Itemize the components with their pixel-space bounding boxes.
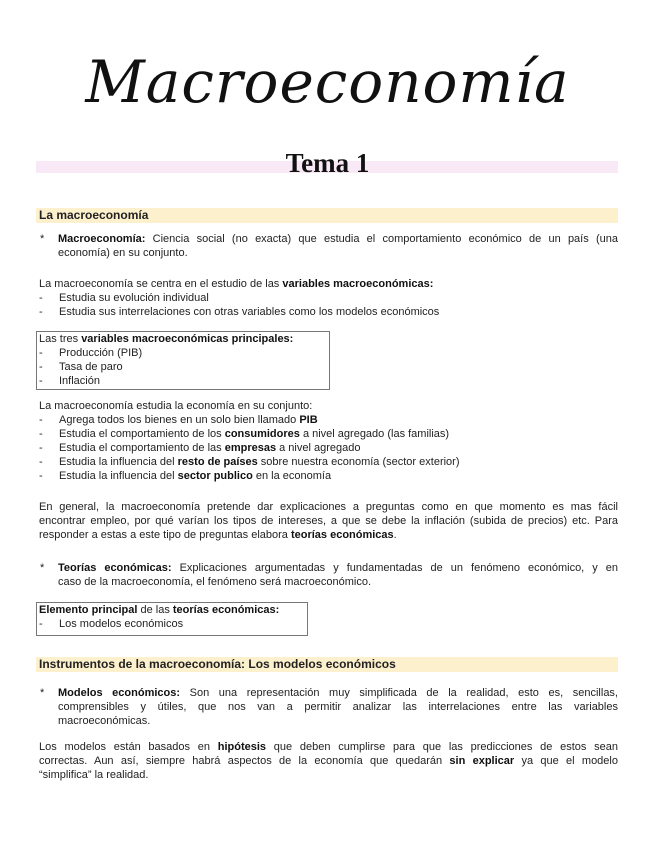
text-line xyxy=(39,754,618,768)
list-dash-icon: - xyxy=(39,442,43,454)
text-line xyxy=(39,399,599,413)
section-heading: La macroeconomía xyxy=(36,208,618,223)
text-line xyxy=(58,714,618,728)
text-line xyxy=(39,500,618,514)
list-dash-icon: - xyxy=(39,347,43,359)
list-dash-icon: - xyxy=(39,375,43,387)
text-segment: a nivel agregado xyxy=(276,442,361,454)
list-item xyxy=(59,360,329,374)
text-segment: sobre nuestra economía (sector exterior) xyxy=(257,456,460,468)
text-line xyxy=(39,768,618,782)
bold-term: sin explicar xyxy=(449,755,515,767)
document-title: Macroeconomía xyxy=(85,48,570,116)
text-line xyxy=(58,232,618,246)
text-segment: . xyxy=(393,529,397,541)
text-segment: Estudia sus interrelaciones con otras variables como los modelos económicos xyxy=(59,306,440,318)
list-dash-icon: - xyxy=(39,306,43,318)
list-item xyxy=(59,469,599,483)
bold-term: Teorías económicas: xyxy=(58,562,172,574)
text-segment: Agrega todos los bienes en un solo bien llamado xyxy=(59,414,300,426)
text-line xyxy=(39,740,618,754)
text-line xyxy=(39,528,618,542)
bold-term: Elemento principal xyxy=(39,604,138,616)
text-segment: Estudia la influencia del xyxy=(59,470,178,482)
text-segment: Estudia el comportamiento de los xyxy=(59,428,225,440)
list-dash-icon: - xyxy=(39,292,43,304)
text-line xyxy=(58,246,618,260)
text-line xyxy=(39,277,599,291)
bold-term: teorías económicas: xyxy=(172,604,280,616)
bold-term: PIB xyxy=(299,414,318,426)
bold-term: empresas xyxy=(224,442,277,454)
text-segment: Ciencia social (no exacta) que estudia el comportamiento económico de un país (una xyxy=(145,233,618,245)
list-dash-icon: - xyxy=(39,428,43,440)
list-item xyxy=(59,441,599,455)
bold-term: hipótesis xyxy=(217,741,267,753)
text-segment: ya que el modelo xyxy=(514,755,618,767)
text-segment: Estudia el comportamiento de las xyxy=(59,442,225,454)
text-segment: Los modelos económicos xyxy=(59,618,184,630)
bullet-asterisk-icon: * xyxy=(40,687,45,699)
text-line xyxy=(39,332,329,346)
text-segment: que deben cumplirse para que las predicciones de estos sean xyxy=(266,741,619,753)
text-segment: en la economía xyxy=(252,470,332,482)
text-segment: La macroeconomía estudia la economía en su conjunto: xyxy=(39,400,313,412)
text-segment: Inflación xyxy=(59,375,100,387)
bullet-asterisk-icon: * xyxy=(40,233,45,245)
bold-term: variables macroeconómicas: xyxy=(282,278,434,290)
text-segment: Son una representación muy simplificada de la realidad, esto es, sencillas, xyxy=(180,687,618,699)
text-segment: correctas. Aun así, siempre habrá aspectos de la economía que quedarán xyxy=(39,755,450,767)
text-segment: Producción (PIB) xyxy=(59,347,143,359)
text-segment: caso de la macroeconomía, el fenómeno será macroeconómico. xyxy=(58,576,372,588)
bold-term: sector publico xyxy=(177,470,253,482)
list-dash-icon: - xyxy=(39,361,43,373)
list-dash-icon: - xyxy=(39,618,43,630)
text-segment: Estudia su evolución individual xyxy=(59,292,209,304)
list-item xyxy=(59,617,307,631)
text-segment: responder a estas a este tipo de preguntas elabora xyxy=(39,529,291,541)
section-heading: Instrumentos de la macroeconomía: Los modelos económicos xyxy=(36,657,618,672)
text-line xyxy=(58,700,618,714)
bold-term: teorías económicas xyxy=(290,529,394,541)
list-item xyxy=(59,305,599,319)
bold-term: resto de países xyxy=(177,456,258,468)
text-segment: “simplifica” la realidad. xyxy=(39,769,149,781)
text-segment: Explicaciones argumentadas y fundamentadas de un fenómeno económico, y en xyxy=(171,562,618,574)
bold-term: consumidores xyxy=(224,428,300,440)
text-segment: Los modelos están basados en xyxy=(39,741,218,753)
text-line xyxy=(58,561,618,575)
list-item xyxy=(59,455,599,469)
list-item xyxy=(59,346,329,360)
bold-term: Macroeconomía: xyxy=(58,233,146,245)
list-dash-icon: - xyxy=(39,456,43,468)
text-line xyxy=(39,603,307,617)
text-segment: Tasa de paro xyxy=(59,361,123,373)
text-segment: La macroeconomía se centra en el estudio de las xyxy=(39,278,283,290)
document-subtitle: Tema 1 xyxy=(285,148,370,178)
text-segment: En general, la macroeconomía pretende dar explicaciones a preguntas como en que momento es mas fácil xyxy=(39,501,618,513)
text-line xyxy=(58,686,618,700)
text-segment: economía) en su conjunto. xyxy=(58,247,188,259)
bold-term: Modelos económicos: xyxy=(58,687,181,699)
list-item xyxy=(59,427,599,441)
list-dash-icon: - xyxy=(39,414,43,426)
text-segment: Las tres xyxy=(39,333,82,345)
text-segment: comprensibles y útiles, que nos van a permitir analizar las interrelaciones entre las variables xyxy=(58,701,618,713)
text-segment: macroeconómicas. xyxy=(58,715,151,727)
text-segment: Estudia la influencia del xyxy=(59,456,178,468)
text-segment: de las xyxy=(137,604,173,616)
bold-term: variables macroeconómicas principales: xyxy=(81,333,294,345)
list-dash-icon: - xyxy=(39,470,43,482)
text-segment: encontrar empleo, por qué varían los tipos de intereses, a que se debe la inflación (subida de precios) etc. Para xyxy=(39,515,618,527)
list-item xyxy=(59,291,599,305)
bullet-asterisk-icon: * xyxy=(40,562,45,574)
text-line xyxy=(58,575,618,589)
text-segment: a nivel agregado (las familias) xyxy=(299,428,450,440)
list-item xyxy=(59,374,329,388)
text-line xyxy=(39,514,618,528)
list-item xyxy=(59,413,599,427)
